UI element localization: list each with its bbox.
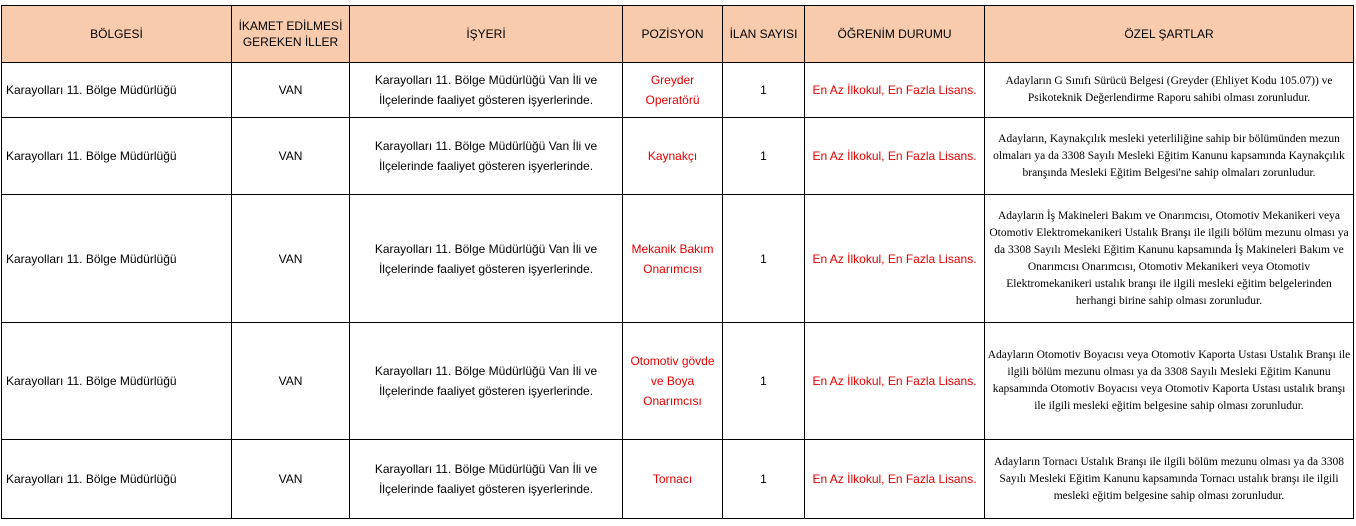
cell-province: VAN bbox=[232, 63, 350, 118]
table-row bbox=[2, 323, 1354, 440]
cell-education: En Az İlkokul, En Fazla Lisans. bbox=[805, 440, 985, 519]
cell-workplace: Karayolları 11. Bölge Müdürlüğü Van İli ve İlçelerinde faaliyet gösteren işyerlerinde. bbox=[350, 118, 623, 195]
cell-region: Karayolları 11. Bölge Müdürlüğü bbox=[2, 118, 232, 195]
table-row bbox=[2, 118, 1354, 195]
job-listings-table bbox=[1, 5, 1354, 519]
cell-position: Greyder Operatörü bbox=[623, 63, 723, 118]
cell-region: Karayolları 11. Bölge Müdürlüğü bbox=[2, 195, 232, 323]
cell-position: Otomotiv gövde ve Boya Onarımcısı bbox=[623, 323, 723, 440]
cell-region: Karayolları 11. Bölge Müdürlüğü bbox=[2, 323, 232, 440]
cell-province: VAN bbox=[232, 440, 350, 519]
cell-workplace: Karayolları 11. Bölge Müdürlüğü Van İli ve İlçelerinde faaliyet gösteren işyerlerinde. bbox=[350, 323, 623, 440]
header-workplace: İŞYERİ bbox=[350, 6, 623, 63]
header-education: ÖĞRENİM DURUMU bbox=[805, 6, 985, 63]
table-row bbox=[2, 440, 1354, 519]
cell-count: 1 bbox=[723, 440, 805, 519]
cell-count: 1 bbox=[723, 323, 805, 440]
header-count: İLAN SAYISI bbox=[723, 6, 805, 63]
cell-position: Tornacı bbox=[623, 440, 723, 519]
cell-province: VAN bbox=[232, 195, 350, 323]
cell-education: En Az İlkokul, En Fazla Lisans. bbox=[805, 195, 985, 323]
cell-province: VAN bbox=[232, 323, 350, 440]
cell-position: Mekanik Bakım Onarımcısı bbox=[623, 195, 723, 323]
header-position: POZİSYON bbox=[623, 6, 723, 63]
cell-region: Karayolları 11. Bölge Müdürlüğü bbox=[2, 440, 232, 519]
cell-requirements: Adayların Otomotiv Boyacısı veya Otomotiv Kaporta Ustası Ustalık Branşı ile ilgili bölüm mezunu olması ya da 3308 Sayılı Mesleki Eğitim Kanunu kapsamında Otomotiv Boyacısı veya Otomotiv Kaporta Ustası ustalık branşı ile ilgili mesleki eğitim belgesine sahip olması zorunludur. bbox=[985, 323, 1354, 440]
cell-count: 1 bbox=[723, 63, 805, 118]
cell-province: VAN bbox=[232, 118, 350, 195]
cell-requirements: Adayların İş Makineleri Bakım ve Onarımcısı, Otomotiv Mekanikeri veya Otomotiv Elektromekanikeri Ustalık Branşı ile ilgili bölüm mezunu olması ya da 3308 Sayılı Mesleki Eğitim Kanunu kapsamında İş Makineleri Bakım ve Onarımcısı Onarımcısı, Otomotiv Mekanikeri veya Otomotiv Elektromekanikeri ustalık branşı ile ilgili mesleki eğitim belgelerinden herhangi birine sahip olması zorunludur. bbox=[985, 195, 1354, 323]
cell-workplace: Karayolları 11. Bölge Müdürlüğü Van İli ve İlçelerinde faaliyet gösteren işyerlerinde. bbox=[350, 195, 623, 323]
header-region: BÖLGESİ bbox=[2, 6, 232, 63]
header-provinces: İKAMET EDİLMESİ GEREKEN İLLER bbox=[232, 6, 350, 63]
cell-education: En Az İlkokul, En Fazla Lisans. bbox=[805, 323, 985, 440]
cell-requirements: Adayların, Kaynakçılık mesleki yeterliliğine sahip bir bölümünden mezun olmaları ya da 3308 Sayılı Mesleki Eğitim Kanunu kapsamında Kaynakçılık branşında Mesleki Eğitim Belgesi'ne sahip olmaları zorunludur. bbox=[985, 118, 1354, 195]
table-row bbox=[2, 63, 1354, 118]
cell-count: 1 bbox=[723, 118, 805, 195]
cell-position: Kaynakçı bbox=[623, 118, 723, 195]
cell-education: En Az İlkokul, En Fazla Lisans. bbox=[805, 63, 985, 118]
cell-count: 1 bbox=[723, 195, 805, 323]
table-row bbox=[2, 195, 1354, 323]
table-header-row bbox=[2, 6, 1354, 63]
cell-region: Karayolları 11. Bölge Müdürlüğü bbox=[2, 63, 232, 118]
cell-education: En Az İlkokul, En Fazla Lisans. bbox=[805, 118, 985, 195]
cell-workplace: Karayolları 11. Bölge Müdürlüğü Van İli ve İlçelerinde faaliyet gösteren işyerlerinde. bbox=[350, 63, 623, 118]
header-requirements: ÖZEL ŞARTLAR bbox=[985, 6, 1354, 63]
cell-workplace: Karayolları 11. Bölge Müdürlüğü Van İli ve İlçelerinde faaliyet gösteren işyerlerinde. bbox=[350, 440, 623, 519]
cell-requirements: Adayların G Sınıfı Sürücü Belgesi (Greyder (Ehliyet Kodu 105.07)) ve Psikoteknik Değerlendirme Raporu sahibi olması zorunludur. bbox=[985, 63, 1354, 118]
cell-requirements: Adayların Tornacı Ustalık Branşı ile ilgili bölüm mezunu olması ya da 3308 Sayılı Mesleki Eğitim Kanunu kapsamında Tornacı ustalık branşı ile ilgili mesleki eğitim belgesine sahip olması zorunludur. bbox=[985, 440, 1354, 519]
